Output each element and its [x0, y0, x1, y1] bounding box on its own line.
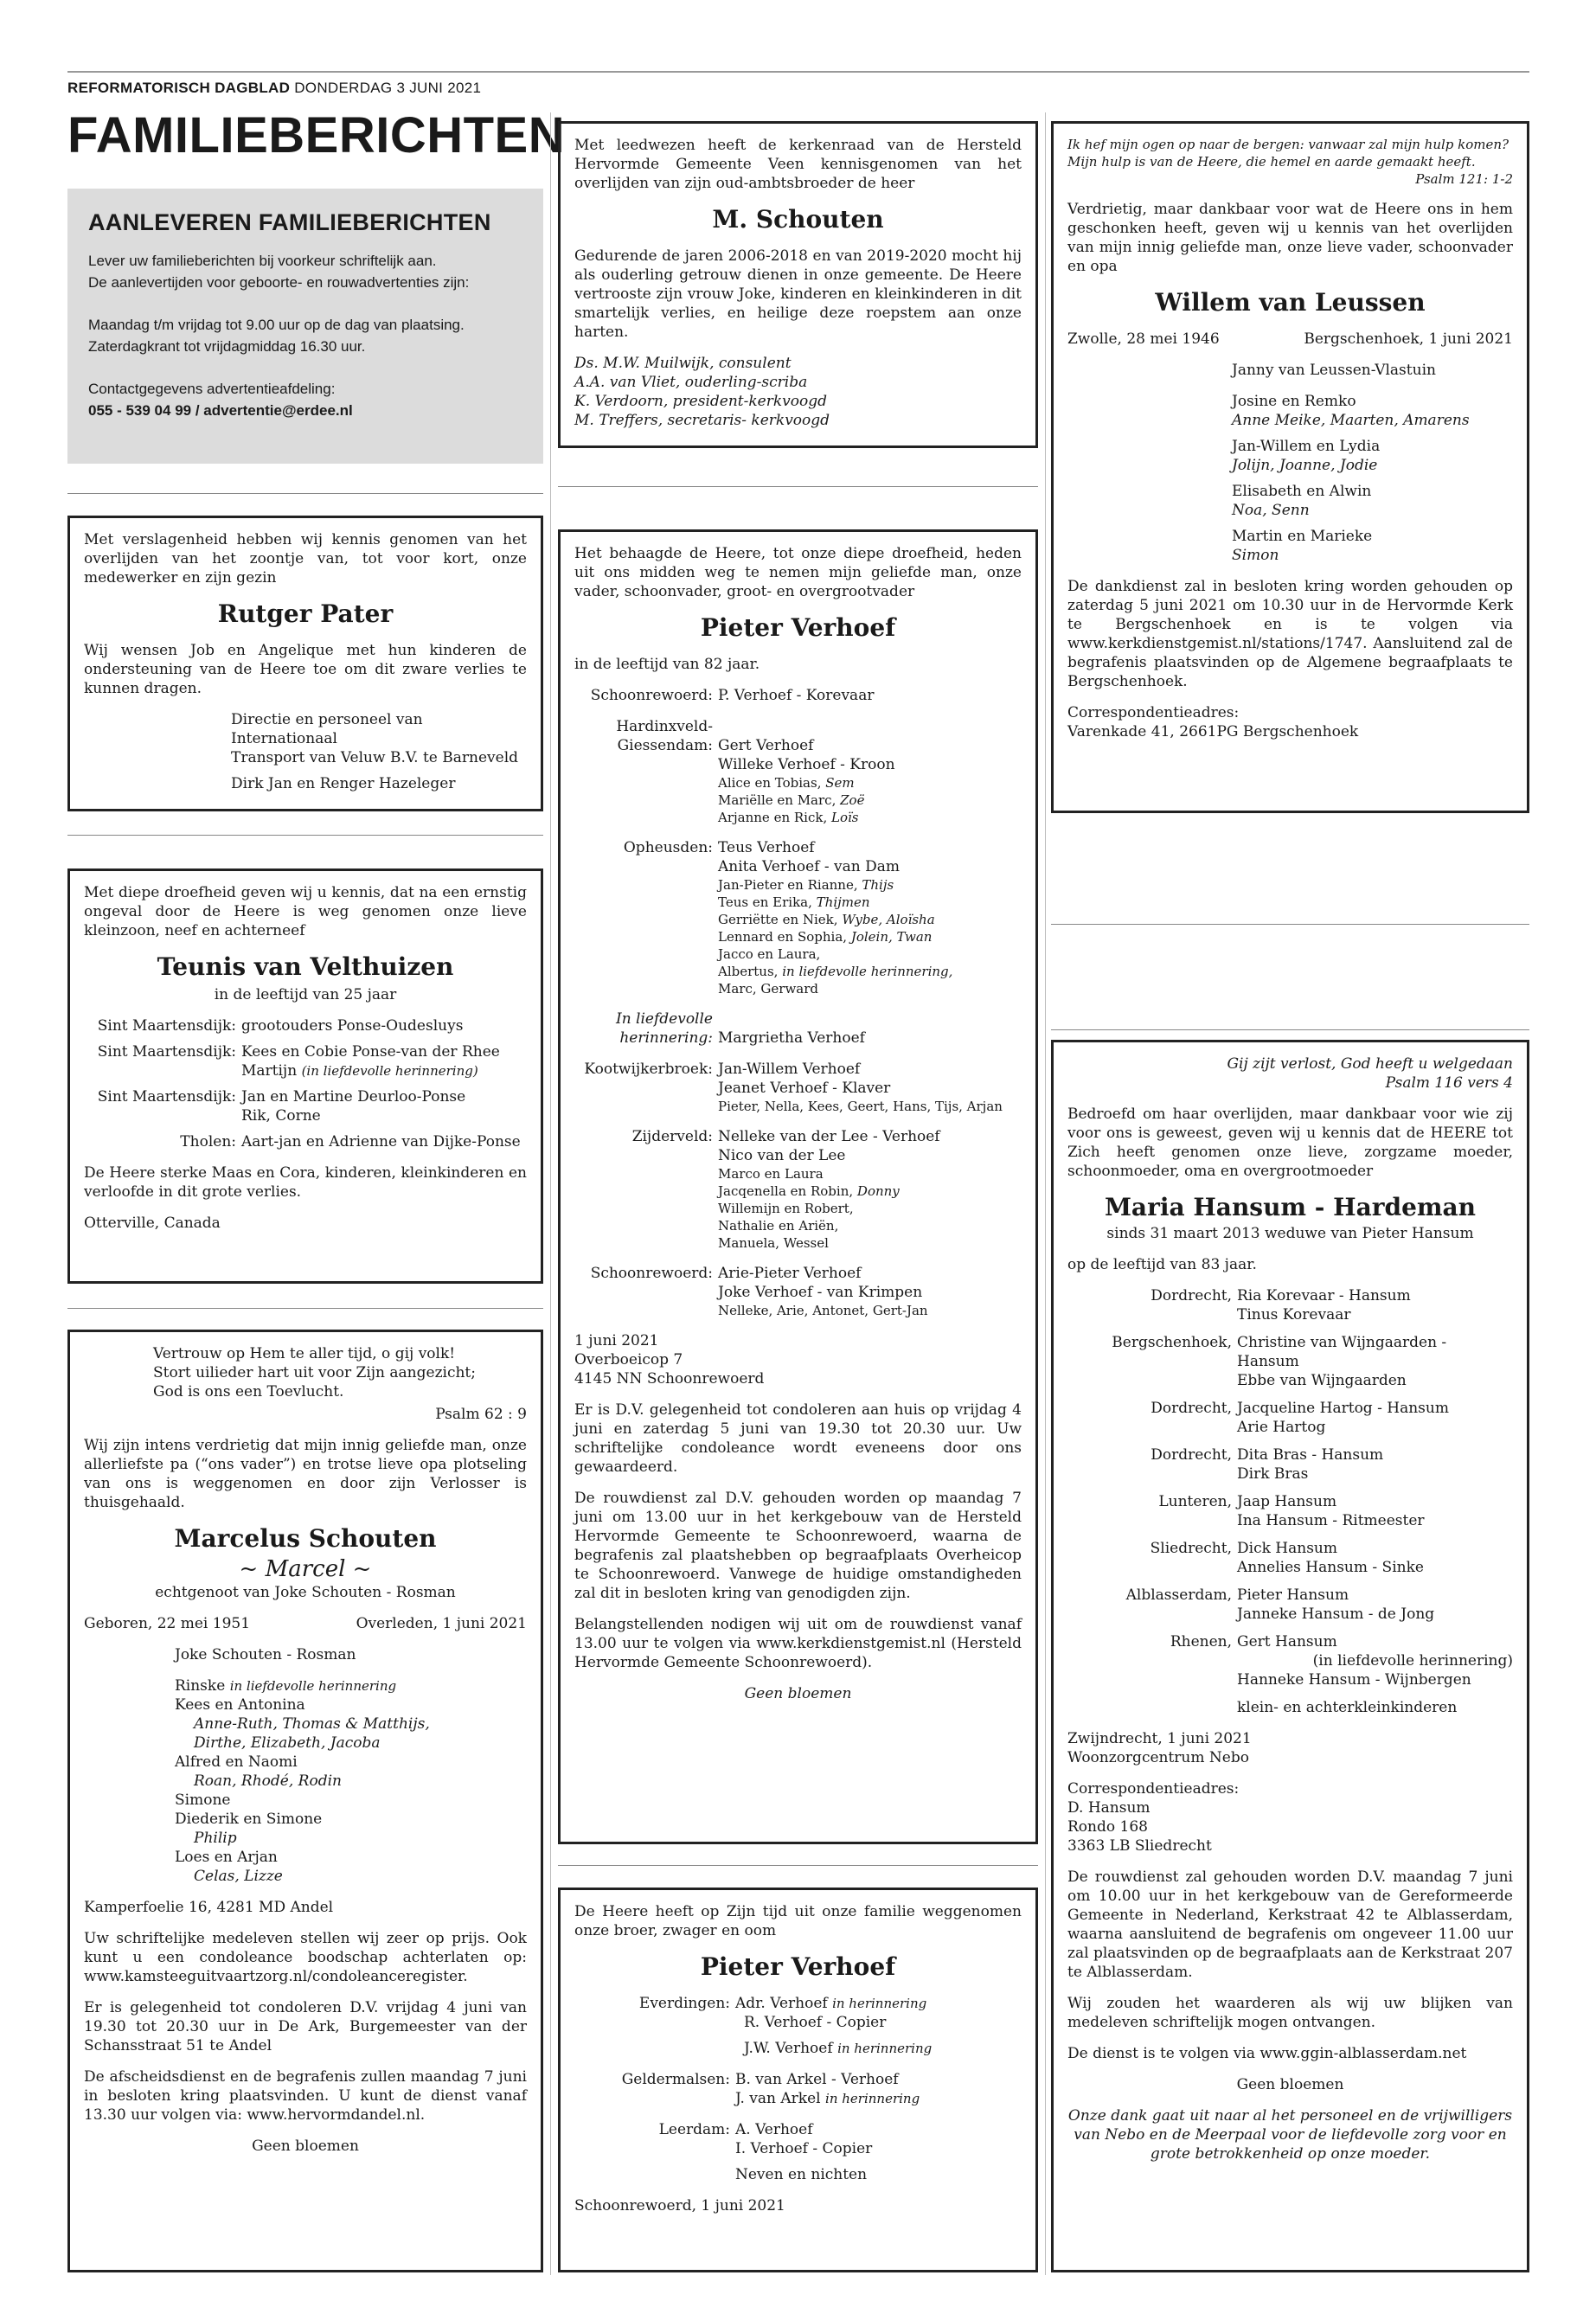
- notice-text: Wij wensen Job en Angelique met hun kinderen de ondersteuning van de Heere toe om dit zware verlies te kunnen dragen.: [84, 642, 527, 697]
- deceased-name: Rutger Pater: [217, 599, 394, 628]
- correspondence-address: Varenkade 41, 2661PG Bergschenhoek: [1067, 723, 1359, 740]
- notice-text: Belangstellenden nodigen wij uit om de rouwdienst vanaf 13.00 uur te volgen via www.kerkdienstgemist.nl (Hersteld Hervormde Gemeente Schoonrewoerd).: [574, 1616, 1022, 1671]
- notice-text: De rouwdienst zal D.V. gehouden worden op maandag 7 juni om 13.00 uur in het kerkgebouw van de Hersteld Hervormde Gemeente te Schoonrewoerd, waarna de begrafenis zal plaatshebben op begraafplaats Overheicop te Schoonrewoerd. Vanwege de huidige omstandigheden zal dit in besloten kring van genodigden zijn.: [574, 1490, 1022, 1602]
- info-box: [67, 189, 543, 464]
- column-divider: [550, 112, 551, 2275]
- place-date: Zwijndrecht, 1 juni 2021: [1067, 1730, 1252, 1747]
- verse: God is ons een Toevlucht.: [153, 1383, 344, 1400]
- correspondence-address: 3363 LB Sliedrecht: [1067, 1837, 1212, 1855]
- dates-row: [1067, 330, 1513, 349]
- correspondence-label: Correspondentieadres:: [1067, 704, 1240, 721]
- notice-pieter-verhoef-siblings: De Heere heeft op Zijn tijd uit onze familie weggenomen onze broer, zwager en oom Pieter Verhoef Everdingen: Adr. Verhoef in herinnering R. Verhoef - Copier J.W. Verhoef in herinnering Geldermalsen: B. van Arkel - Verhoef J. van Arkel in herinnering Leerdam: A. Verhoef I. Verhoef - Copier Neven en nichten Schoonrewoerd, 1 juni 2021: [558, 1888, 1038, 2272]
- divider: [558, 1865, 1038, 1866]
- family-group: Dordrecht, Jacqueline Hartog - Hansum: [1151, 1400, 1449, 1417]
- birth-date: Zwolle, 28 mei 1946: [1067, 330, 1220, 348]
- death-date: Overleden, 1 juni 2021: [356, 1615, 527, 1632]
- verse: Stort uilieder hart uit voor Zijn aangezicht;: [153, 1364, 476, 1381]
- address: 4145 NN Schoonrewoerd: [574, 1370, 765, 1388]
- notice-pieter-verhoef-family: Het behaagde de Heere, tot onze diepe droefheid, heden uit ons midden weg te nemen mijn geliefde man, onze vader, schoonvader, groot- en overgrootvader Pieter Verhoef in de leeftijd van 82 jaar. Schoonrewoerd: P. Verhoef - Korevaar Hardinxveld- Giessendam: Gert Verhoef Willeke Verhoef - Kroon Alice en Tobias, Sem Mariëlle en Marc, Zoë Arjanne en Rick, Loïs Opheusden: Teus Verhoef Anita Verhoef - van Dam Jan-Pieter en Rianne, Thijs Teus en Erika, Thijmen Gerriëtte en Niek, Wybe, Aloïsha Lennard en Sophia, Jolein, Twan Jacco en Laura, Albertus, in liefdevolle herinnering, Marc, Gerward In liefdevolle herinnering: Margrietha Verhoef Kootwijkerbroek: Jan-Willem Verhoef Jeanet Verhoef - Klaver Pieter, Nella, Kees, Geert, Hans, Tijs, Arjan Zijderveld: Nelleke van der Lee - Verhoef Nico van der Lee Marco en Laura Jacqenella en Robin, Donny Willemijn en Robert, Nathalie en Ariën, Manuela, Wessel Schoonrewoerd: Arie-Pieter Verhoef Joke Verhoef - van Krimpen Nelleke, Arie, Antonet, Gert-Jan 1 juni 2021 Overboeicop 7 4145 NN Schoonrewoerd Er is D.V. gelegenheid tot condoleren aan huis op vrijdag 4 juni en zaterdag 5 juni van 19.30 tot 20.30 uur. Uw schriftelijke condoleance wordt eveneens door ons gewaardeerd. De rouwdienst zal D.V. gehouden worden op maandag 7 juni om 13.00 uur in het kerkgebouw van de Hersteld Hervormde Gemeente te Schoonrewoerd, waarna de begrafenis zal plaatshebben op begraafplaats Overheicop te Schoonrewoerd. Vanwege de huidige omstandigheden zal dit in besloten kring van genodigden zijn. Belangstellenden nodigen wij uit om de rouwdienst vanaf 13.00 uur te volgen via www.kerkdienstgemist.nl (Hersteld Hervormde Gemeente Schoonrewoerd). Geen bloemen: [558, 529, 1038, 1844]
- divider: [67, 493, 543, 494]
- signature: A.A. van Vliet, ouderling-scriba: [574, 374, 808, 391]
- family-row: Sint Maartensdijk: Kees en Cobie Ponse-van der Rhee: [97, 1043, 500, 1061]
- notice-intro: Het behaagde de Heere, tot onze diepe droefheid, heden uit ons midden weg te nemen mijn geliefde man, onze vader, schoonvader, groot- en overgrootvader: [574, 545, 1022, 600]
- family-row: Sint Maartensdijk: grootouders Ponse-Oudesluys: [97, 1017, 464, 1035]
- family-row: Tholen: Aart-jan en Adrienne van Dijke-Ponse: [180, 1133, 521, 1150]
- correspondence-address: Rondo 168: [1067, 1818, 1148, 1836]
- widow-line: sinds 31 maart 2013 weduwe van Pieter Hansum: [1106, 1225, 1474, 1242]
- family-group: Kootwijkerbroek: Jan-Willem Verhoef: [584, 1061, 861, 1078]
- notice-text: De afscheidsdienst en de begrafenis zullen maandag 7 juni in besloten kring plaatsvinden. U kunt de dienst vanaf 13.30 uur volgen via: www.hervormdandel.nl.: [84, 2068, 527, 2124]
- no-flowers: Geen bloemen: [744, 1685, 852, 1702]
- correspondence-label: Correspondentieadres:: [1067, 1780, 1240, 1798]
- family-list: Joke Schouten - Rosman Rinske in liefdevolle herinnering Kees en Antonina Anne-Ruth, Thomas & Matthijs, Dirthe, Elizabeth, Jacoba Alfred en Naomi Roan, Rhodé, Rodin Simone Diederik en Simone Philip Loes en Arjan Celas, Lizze: [175, 1646, 430, 1885]
- dates-row: [84, 1614, 527, 1633]
- deceased-name: Pieter Verhoef: [700, 613, 896, 642]
- issue-date: DONDERDAG 3 JUNI 2021: [294, 80, 482, 96]
- address: Overboeicop 7: [574, 1351, 683, 1368]
- family-list: Janny van Leussen-Vlastuin Josine en Remko Anne Meike, Maarten, Amarens Jan-Willem en Lydia Jolijn, Joanne, Jodie Elisabeth en Alwin Noa, Senn Martin en Marieke Simon: [1232, 362, 1470, 564]
- birth-date: Geboren, 22 mei 1951: [84, 1615, 251, 1632]
- notice-text: Er is D.V. gelegenheid tot condoleren aan huis op vrijdag 4 juni en zaterdag 5 juni van 19.30 tot 20.30 uur. Uw schriftelijke condoleance wordt eveneens door ons gewaardeerd.: [574, 1401, 1022, 1476]
- family-group: Dordrecht, Ria Korevaar - Hansum: [1151, 1287, 1411, 1304]
- deceased-nickname: ~ Marcel ~: [239, 1556, 372, 1582]
- address: Kamperfoelie 16, 4281 MD Andel: [84, 1899, 334, 1916]
- notice-intro: Met diepe droefheid geven wij u kennis, dat na een ernstig ongeval door de Heere is weg genomen onze lieve kleinzoon, neef en achterneef: [84, 884, 527, 939]
- family-row: Sint Maartensdijk: Jan en Martine Deurloo-Ponse: [97, 1088, 466, 1106]
- signature: Directie en personeel van Internationaal: [231, 711, 423, 747]
- notice-text: Wij zouden het waarderen als wij uw blijken van medeleven schriftelijk mogen ontvangen.: [1067, 1995, 1513, 2031]
- info-line: Zaterdagkrant tot vrijdagmiddag 16.30 uur.: [88, 338, 366, 355]
- family-group: Geldermalsen: B. van Arkel - Verhoef: [621, 2071, 899, 2088]
- notice-marcelus-schouten: [67, 1330, 543, 2272]
- place: Otterville, Canada: [84, 1215, 221, 1232]
- page-title: FAMILIEBERICHTEN: [67, 107, 566, 163]
- deceased-name: Marcelus Schouten: [174, 1524, 437, 1553]
- deceased-age: in de leeftijd van 25 jaar: [214, 986, 397, 1003]
- spouse-line: echtgenoot van Joke Schouten - Rosman: [155, 1584, 456, 1601]
- family-group: Opheusden: Teus Verhoef: [623, 839, 815, 856]
- notice-text: Gedurende de jaren 2006-2018 en van 2019-2020 mocht hij als ouderling getrouw dienen in onze gemeente. De Heere vertrooste zijn vrouw Joke, kinderen en kleinkinderen in dit smartelijk verlies, en heilige deze roepstem aan onze harten.: [574, 247, 1022, 341]
- address: 1 juni 2021: [574, 1332, 659, 1349]
- divider: [67, 1308, 543, 1309]
- info-line: Lever uw familieberichten bij voorkeur schriftelijk aan.: [88, 253, 437, 269]
- family-row: Rik, Corne: [241, 1107, 321, 1125]
- signature: M. Treffers, secretaris- kerkvoogd: [574, 412, 830, 429]
- deceased-name: Willem van Leussen: [1155, 288, 1426, 317]
- verse: Gij zijt verlost, God heeft u welgedaan: [1227, 1055, 1513, 1073]
- deceased-name: Pieter Verhoef: [700, 1952, 896, 1981]
- signature: K. Verdoorn, president-kerkvoogd: [574, 393, 827, 410]
- thanks-note: Onze dank gaat uit naar al het personeel en de vrijwilligers van Nebo en de Meerpaal voor de liefdevolle zorg voor en grote betrokkenheid op onze moeder.: [1067, 2107, 1513, 2163]
- signature: Transport van Veluw B.V. te Barneveld: [231, 749, 519, 766]
- verse: Mijn hulp is van de Heere, die hemel en aarde gemaakt heeft.: [1067, 154, 1476, 170]
- notice-text: De dienst is te volgen via www.ggin-alblasserdam.net: [1067, 2045, 1467, 2062]
- family-group: In liefdevolle herinnering: Margrietha Verhoef: [615, 1010, 865, 1047]
- deceased-age: op de leeftijd van 83 jaar.: [1067, 1256, 1257, 1273]
- place: Woonzorgcentrum Nebo: [1067, 1749, 1249, 1766]
- family-group: Hardinxveld- Giessendam: Gert Verhoef: [616, 718, 814, 754]
- header-rule: [67, 71, 1529, 73]
- verse: Ik hef mijn ogen op naar de bergen: vanwaar zal mijn hulp komen?: [1067, 137, 1509, 152]
- notice-intro: Met verslagenheid hebben wij kennis genomen van het overlijden van het zoontje van, tot voor kort, onze medewerker en zijn gezin: [84, 531, 527, 586]
- info-line: Contactgegevens advertentieafdeling:: [88, 381, 336, 397]
- family-group: Schoonrewoerd: P. Verhoef - Korevaar: [590, 687, 875, 704]
- no-flowers: Geen bloemen: [252, 2138, 359, 2155]
- family-group: Lunteren, Jaap Hansum: [1158, 1493, 1337, 1510]
- family-group: Everdingen: Adr. Verhoef in herinnering: [638, 1995, 927, 2012]
- family-group: Zijderveld: Nelleke van der Lee - Verhoef: [631, 1128, 940, 1145]
- family-group: Bergschenhoek, Christine van Wijngaarden - Hansum: [1112, 1334, 1447, 1370]
- divider: [67, 835, 543, 836]
- divider: [1051, 1029, 1529, 1030]
- notice-m-schouten: [558, 121, 1038, 448]
- notice-intro: Verdrietig, maar dankbaar voor wat de Heere ons in hem geschonken heeft, geven wij u kennis van het overlijden van mijn innig geliefde man, onze lieve vader, schoonvader en opa: [1067, 201, 1513, 275]
- signature: Ds. M.W. Muilwijk, consulent: [574, 355, 792, 372]
- deceased-name: Maria Hansum - Hardeman: [1104, 1193, 1477, 1221]
- deceased-name: M. Schouten: [712, 205, 884, 234]
- notice-rutger-pater: [67, 516, 543, 811]
- family-row: Martijn (in liefdevolle herinnering): [241, 1062, 478, 1080]
- paper-name: REFORMATORISCH DAGBLAD: [67, 80, 291, 96]
- correspondence-address: D. Hansum: [1067, 1799, 1151, 1817]
- contact-info: 055 - 539 04 99 / advertentie@erdee.nl: [88, 402, 353, 419]
- verse-reference: Psalm 116 vers 4: [1385, 1074, 1513, 1092]
- notice-text: De rouwdienst zal gehouden worden D.V. maandag 7 juni om 10.00 uur in het kerkgebouw van de Gereformeerde Gemeente in Nederland, Kerkstraat 42 te Alblasserdam, waarna aansluitend de begrafenis om ongeveer 11.00 uur zal plaatsvinden op de begraafplaats aan de Kerkstraat 207 te Alblasserdam.: [1067, 1868, 1513, 1981]
- family-group: Sliedrecht, Dick Hansum: [1150, 1540, 1337, 1557]
- family-group: Rhenen, Gert Hansum: [1170, 1633, 1337, 1650]
- signature: Dirk Jan en Renger Hazeleger: [231, 775, 456, 792]
- divider: [558, 486, 1038, 487]
- notice-maria-hansum-hardeman: Gij zijt verlost, God heeft u welgedaan Psalm 116 vers 4 Bedroefd om haar overlijden, maar dankbaar voor wie zij voor ons is geweest, geven wij u kennis dat de HEERE tot Zich heeft genomen onze lieve, zorgzame moeder, schoonmoeder, oma en overgrootmoeder Maria Hansum - Hardeman sinds 31 maart 2013 weduwe van Pieter Hansum op de leeftijd van 83 jaar. Dordrecht, Ria Korevaar - Hansum Tinus Korevaar Bergschenhoek, Christine van Wijngaarden - Hansum Ebbe van Wijngaarden Dordrecht, Jacqueline Hartog - Hansum Arie Hartog Dordrecht, Dita Bras - Hansum Dirk Bras Lunteren, Jaap Hansum Ina Hansum - Ritmeester Sliedrecht, Dick Hansum Annelies Hansum - Sinke Alblasserdam, Pieter Hansum Janneke Hansum - de Jong Rhenen, Gert Hansum (in liefdevolle herinnering) Hanneke Hansum - Wijnbergen klein- en achterkleinkinderen Zwijndrecht, 1 juni 2021 Woonzorgcentrum Nebo Correspondentieadres: D. Hansum Rondo 168 3363 LB Sliedrecht De rouwdienst zal gehouden worden D.V. maandag 7 juni om 10.00 uur in het kerkgebouw van de Gereformeerde Gemeente in Nederland, Kerkstraat 42 te Alblasserdam, waarna aansluitend de begrafenis om ongeveer 11.00 uur zal plaatsvinden op de begraafplaats aan de Kerkstraat 207 te Alblasserdam. Wij zouden het waarderen als wij uw blijken van medeleven schriftelijk mogen ontvangen. De dienst is te volgen via www.ggin-alblasserdam.net Geen bloemen Onze dank gaat uit naar al het personeel en de vrijwilligers van Nebo en de Meerpaal voor de liefdevolle zorg voor en grote betrokkenheid op onze moeder.: [1051, 1040, 1529, 2272]
- info-heading: AANLEVEREN FAMILIEBERICHTEN: [88, 209, 491, 235]
- notice-text: Uw schriftelijke medeleven stellen wij zeer op prijs. Ook kunt u een condoleance boodschap achterlaten op: www.kamsteeguitvaartzorg.nl/condoleanceregister.: [84, 1930, 527, 1985]
- verse-reference: Psalm 121: 1-2: [1415, 171, 1513, 187]
- divider: [1051, 924, 1529, 925]
- notice-text: De dankdienst zal in besloten kring worden gehouden op zaterdag 5 juni 2021 om 10.30 uur in de Hervormde Kerk te Bergschenhoek en is te volgen via www.kerkdienstgemist.nl/stations/1747. Aansluitend zal de begrafenis plaatsvinden op de Algemene begraafplaats te Bergschenhoek.: [1067, 578, 1513, 690]
- notice-teunis-van-velthuizen: [67, 868, 543, 1284]
- death-date: Bergschenhoek, 1 juni 2021: [1304, 330, 1513, 348]
- notice-intro: Met leedwezen heeft de kerkenraad van de Hersteld Hervormde Gemeente Veen kennisgenomen van het overlijden van zijn oud-ambtsbroeder de heer: [574, 137, 1022, 192]
- notice-intro: Bedroefd om haar overlijden, maar dankbaar voor wie zij voor ons is geweest, geven wij u kennis dat de HEERE tot Zich heeft genomen onze lieve, zorgzame moeder, schoonmoeder, oma en overgrootmoeder: [1067, 1106, 1513, 1180]
- notice-willem-van-leussen: [1051, 121, 1529, 813]
- no-flowers: Geen bloemen: [1236, 2076, 1344, 2093]
- family-group: Alblasserdam, Pieter Hansum: [1125, 1586, 1349, 1604]
- column-divider: [1045, 112, 1046, 2275]
- masthead: [67, 80, 481, 97]
- deceased-age: in de leeftijd van 82 jaar.: [574, 656, 760, 673]
- family-group: Leerdam: A. Verhoef: [658, 2121, 813, 2138]
- info-line: Maandag t/m vrijdag tot 9.00 uur op de dag van plaatsing.: [88, 317, 465, 333]
- notice-intro: Wij zijn intens verdrietig dat mijn innig geliefde man, onze allerliefste pa (“ons vader”) en trotse lieve opa plotseling van ons is weggenomen en door zijn Verlosser is thuisgehaald.: [84, 1437, 527, 1511]
- deceased-name: Teunis van Velthuizen: [157, 952, 454, 981]
- family-group: Dordrecht, Dita Bras - Hansum: [1151, 1446, 1384, 1464]
- notice-intro: De Heere heeft op Zijn tijd uit onze familie weggenomen onze broer, zwager en oom: [574, 1903, 1022, 1939]
- notice-text: De Heere sterke Maas en Cora, kinderen, kleinkinderen en verloofde in dit grote verlies.: [84, 1164, 527, 1201]
- verse: Vertrouw op Hem te aller tijd, o gij volk!: [153, 1345, 456, 1362]
- verse-reference: Psalm 62 : 9: [435, 1406, 527, 1423]
- place-date: Schoonrewoerd, 1 juni 2021: [574, 2197, 785, 2214]
- family-group: Schoonrewoerd: Arie-Pieter Verhoef: [590, 1265, 862, 1282]
- notice-text: Er is gelegenheid tot condoleren D.V. vrijdag 4 juni van 19.30 tot 20.30 uur in De Ark, Burgemeester van der Schansstraat 51 te Andel: [84, 1999, 527, 2054]
- info-line: De aanlevertijden voor geboorte- en rouwadvertenties zijn:: [88, 274, 470, 291]
